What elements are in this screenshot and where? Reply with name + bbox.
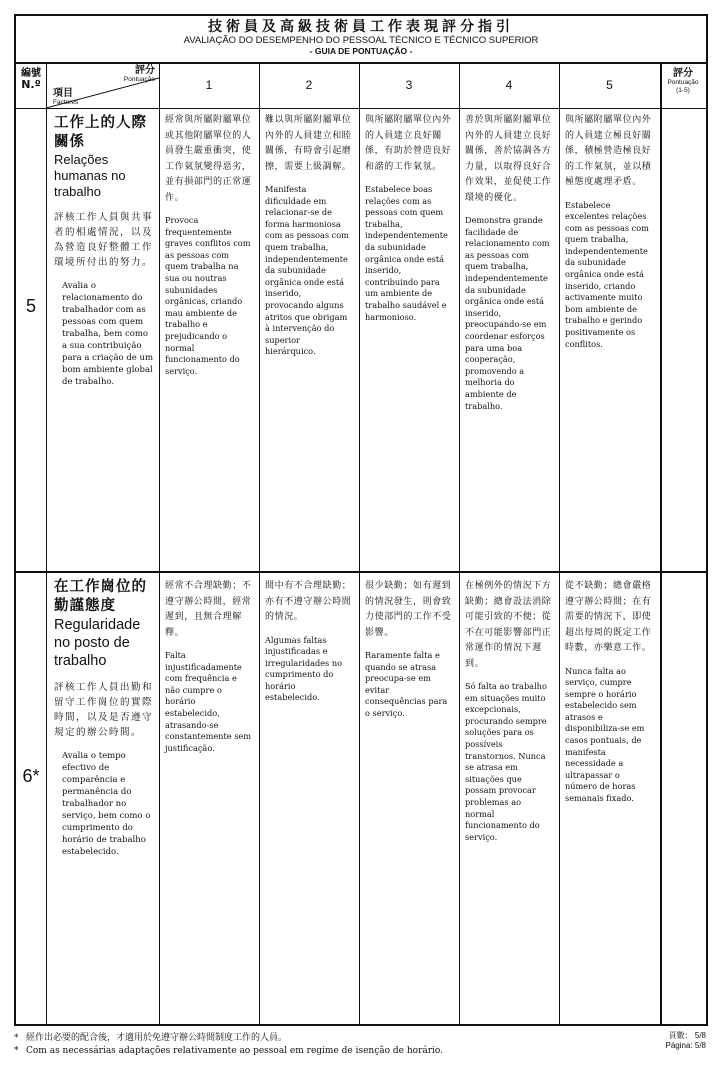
- title-block: [16, 16, 706, 64]
- score-5-cell: [559, 113, 659, 350]
- criterion-zh: 與所屬附屬單位內外的人員建立極良好關係，積極營造極良好的工作氣氛，並以積極態度處理矛盾。: [565, 115, 652, 187]
- page-number-zh: 頁數： 5/8: [668, 1031, 706, 1040]
- criterion-pt: Algumas faltas injustificadas e irregularidades no cumprimento do horário estabelecido.: [265, 634, 343, 703]
- footnote-portuguese: [14, 1045, 443, 1057]
- title-chinese: 技術員及高級技術員工作表現評分指引: [208, 19, 514, 35]
- factor-title-pt: Regularidade no posto de trabalho: [54, 617, 141, 669]
- title-portuguese: AVALIAÇÃO DO DESEMPENHO DO PESSOAL TÉCNICO E TÉCNICO SUPERIOR: [183, 35, 539, 46]
- header-final-range: (1-5): [676, 87, 690, 94]
- criterion-zh: 經常不合理缺勤；不遵守辦公時間，經常遲到，且無合理解釋。: [165, 581, 252, 638]
- criterion-zh: 間中有不合理缺勤；亦有不遵守辦公時間的情況。: [265, 581, 352, 622]
- footnote-marker: *: [14, 1046, 19, 1056]
- factor-description-pt: Avalia o relacionamento do trabalhador com as pessoas com quem trabalha, bem como a sua contribuição para a criação de um bom ambiente global de trabalho.: [62, 281, 154, 387]
- criterion-pt: Demonstra grande facilidade de relacionamento com as pessoas com quem trabalha, independentemente da subunidade orgânica onde está inserido, preocupando-se em coordenar esforços para uma boa cooperação, promovendo a melhoria do ambiente de trabalho.: [465, 215, 550, 411]
- header-score-2: 2: [305, 78, 313, 92]
- factor-description-zh: 評核工作人員與共事者的相處情況，以及為營造良好整體工作環境所付出的努力。: [54, 212, 154, 268]
- row-divider: [16, 571, 706, 573]
- criterion-pt: Estabelece excelentes relações com as pessoas com quem trabalha, independentemente da subunidade orgânica onde está inserido, criando activamente muito bom ambiente de trabalho e gerindo positivamente os conflitos.: [565, 199, 649, 349]
- criterion-pt: Provoca frequentemente graves conflitos com as pessoas com quem trabalha na sua ou noutras subunidades orgânicas, criando mau ambiente de trabalho e prejudicando o normal funcionamento do serviço.: [165, 215, 251, 376]
- factor-title-zh: 工作上的人際關係: [54, 115, 147, 150]
- criterion-zh: 難以與所屬附屬單位內外的人員建立和睦關係，有時會引起磨擦，需要上級調解。: [265, 115, 352, 172]
- criterion-pt: Raramente falta e quando se atrasa preocupa-se em evitar consequências para o serviço.: [365, 650, 448, 718]
- criterion-pt: Estabelece boas relações com as pessoas com quem trabalha, independentemente da subunidade orgânica onde está inserido, contribuindo para um ambiente de trabalho saudável e harmonioso.: [365, 184, 448, 322]
- criterion-pt: Falta injustificadamente com frequência e não cumpre o horário estabelecido, atrasando-se constantemente sem justificação.: [165, 650, 252, 753]
- header-item-label: [53, 88, 78, 106]
- score-3-cell: [359, 113, 458, 323]
- header-number-pt: N.º: [21, 78, 41, 91]
- row-number: 5: [25, 296, 36, 316]
- row-number: 6*: [22, 766, 40, 786]
- column-line: [660, 62, 662, 1024]
- header-final-pt: Pontuação: [667, 79, 699, 86]
- criterion-zh: 與所屬附屬單位內外的人員建立良好關係，有助於營造良好和諧的工作氣氛。: [365, 115, 452, 172]
- criterion-zh: 從不缺勤；總會嚴格遵守辦公時間；在有需要的情況下，即使超出每周的既定工作時數，亦樂意工作。: [565, 581, 652, 653]
- criterion-zh: 在極例外的情況下方缺勤；總會設法消除可能引致的不便；從不在可能影響部門正常運作的情況下遲到。: [465, 581, 552, 669]
- footnote-text-zh: 經作出必要的配合後，才適用於免遵守辦公時間制度工作的人員。: [26, 1033, 288, 1043]
- factor-title-pt: Relações humanas no trabalho: [54, 152, 126, 199]
- header-score-1: 1: [205, 78, 213, 92]
- score-4-cell: [459, 113, 558, 412]
- factor-description-zh: 評核工作人員出勤和留守工作崗位的實際時間，以及是否遵守規定的辦公時間。: [54, 682, 154, 738]
- factor-cell: [46, 114, 159, 388]
- score-3-cell: [359, 579, 458, 720]
- header-number: [16, 62, 46, 108]
- header-score-4: 4: [505, 78, 513, 92]
- header-factor: [46, 62, 159, 108]
- score-1-cell: [159, 579, 258, 754]
- criterion-pt: Só falta ao trabalho em situações muito excepcionais, procurando sempre soluções para os possíveis transtornos. Nunca se atrasa em situações que possam provocar problemas ao normal funcionamento do serviço.: [465, 681, 547, 842]
- score-5-cell: [559, 579, 659, 805]
- header-score-zh: 評分: [135, 65, 155, 76]
- criterion-zh: 經常與所屬附屬單位或其他附屬單位的人員發生嚴重衝突，使工作氣氛變得惡劣，並有損部門的正常運作。: [165, 115, 252, 203]
- criterion-zh: 很少缺勤；如有遲到的情況發生，則會致力使部門的工作不受影響。: [365, 581, 452, 638]
- header-score-label: [124, 65, 155, 83]
- header-number-zh: 編號: [21, 68, 41, 79]
- header-final-zh: 評分: [673, 68, 693, 79]
- criterion-zh: 善於與所屬附屬單位內外的人員建立良好關係，善於協調各方力量，以取得良好合作效果，並促使工作環境的優化。: [465, 115, 552, 203]
- page-number: [666, 1031, 706, 1051]
- factor-title-zh: 在工作崗位的勤謹態度: [54, 579, 147, 614]
- score-2-cell: [259, 113, 358, 358]
- header-final-score: [660, 62, 706, 108]
- score-4-cell: [459, 579, 558, 843]
- score-2-cell: [259, 579, 358, 704]
- header-item-pt: Factores: [53, 99, 79, 106]
- evaluation-table: [14, 14, 708, 1026]
- page-number-pt: Página: 5/8: [665, 1041, 706, 1050]
- header-score-pt: Pontuação: [123, 76, 155, 83]
- header-item-zh: 項目: [53, 88, 73, 99]
- factor-cell: [46, 578, 159, 858]
- factor-description-pt: Avalia o tempo efectivo de comparência e permanência do trabalhador no serviço, bem como o cumprimento do horário de trabalho estabelecido.: [62, 751, 151, 857]
- footnote-chinese: [14, 1032, 287, 1044]
- footnote-marker: *: [14, 1033, 19, 1043]
- score-1-cell: [159, 113, 258, 377]
- criterion-pt: Manifesta dificuldade em relacionar-se de forma harmoniosa com as pessoas com quem trabalha, independentemente da subunidade orgânica onde está inserido, provocando alguns atritos que obrigam à intervenção do superior hierárquico.: [265, 184, 349, 357]
- title-guide: - GUIA DE PONTUAÇÃO -: [309, 46, 413, 56]
- criterion-pt: Nunca falta ao serviço, cumpre sempre o horário estabelecido sem atrasos e disponibiliza-se em casos pontuais, de manifesta necessidade a ultrapassar o número de horas semanais fixado.: [565, 665, 645, 804]
- header-score-5: 5: [606, 78, 613, 92]
- footnote-text-pt: Com as necessárias adaptações relativamente ao pessoal em regime de isenção de horário.: [26, 1046, 444, 1056]
- header-divider: [16, 108, 706, 109]
- header-score-3: 3: [405, 78, 413, 92]
